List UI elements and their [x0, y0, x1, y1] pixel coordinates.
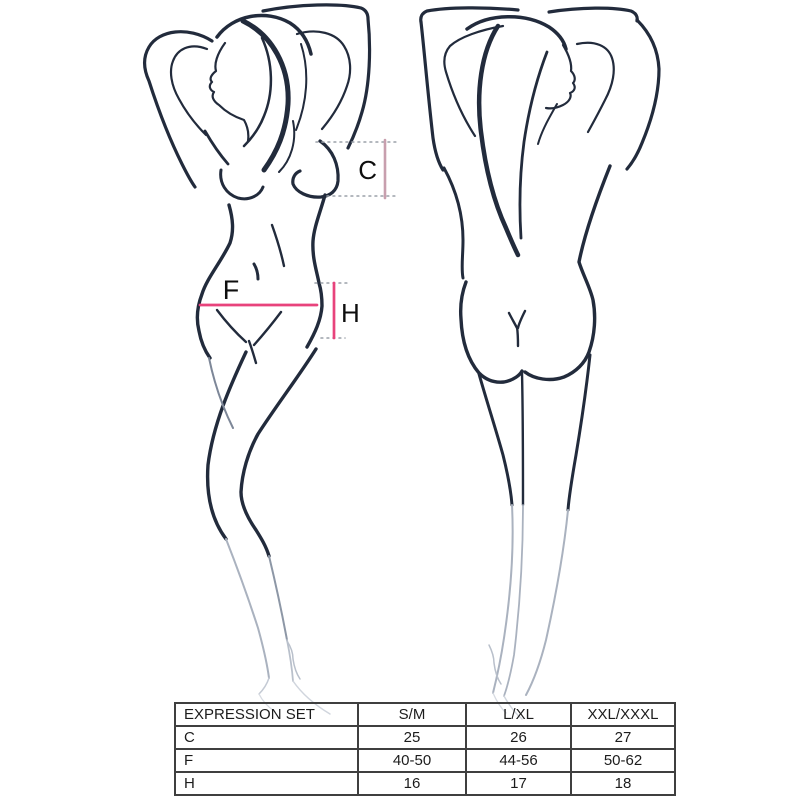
- value-h-lxl: 17: [466, 772, 571, 795]
- value-h-sm: 16: [358, 772, 466, 795]
- row-label-c: C: [175, 726, 358, 749]
- row-label-f: F: [175, 749, 358, 772]
- table-row-h: [175, 772, 675, 795]
- table-header-row: [175, 703, 675, 726]
- value-c-xxlxxxl: 27: [571, 726, 675, 749]
- front-face-profile: [210, 43, 249, 141]
- table-row-f: [175, 749, 675, 772]
- value-f-xxlxxxl: 50-62: [571, 749, 675, 772]
- column-header-lxl: L/XL: [466, 703, 571, 726]
- hip-height-label: H: [341, 298, 360, 328]
- size-table: [174, 702, 676, 796]
- back-face-profile: [546, 45, 575, 108]
- bust-label: C: [358, 155, 377, 185]
- value-c-lxl: 26: [466, 726, 571, 749]
- column-header-xxlxxxl: XXL/XXXL: [571, 703, 675, 726]
- front-figure: [145, 5, 370, 714]
- column-header-sm: S/M: [358, 703, 466, 726]
- hip-width-label: F: [222, 275, 240, 305]
- value-f-lxl: 44-56: [466, 749, 571, 772]
- value-f-sm: 40-50: [358, 749, 466, 772]
- table-row-c: [175, 726, 675, 749]
- back-figure: [421, 8, 659, 719]
- value-h-xxlxxxl: 18: [571, 772, 675, 795]
- column-header-set-name: EXPRESSION SET: [175, 703, 358, 726]
- value-c-sm: 25: [358, 726, 466, 749]
- row-label-h: H: [175, 772, 358, 795]
